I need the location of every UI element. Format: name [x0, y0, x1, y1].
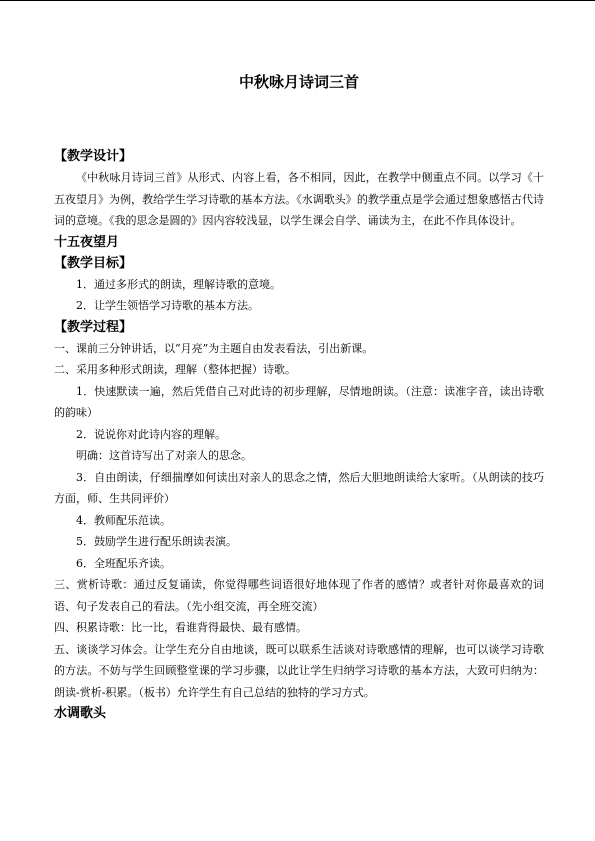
goal-item-2: 2．让学生领悟学习诗歌的基本方法。 [76, 299, 259, 312]
heading-teaching-goals: 【教学目标】 [54, 255, 133, 271]
step2-clarify: 明确：这首诗写出了对亲人的思念。 [76, 449, 252, 462]
step2-item-5: 5．鼓励学生进行配乐朗读表演。 [76, 535, 237, 548]
top-border-line [0, 0, 595, 1]
step2-item-3: 3．自由朗读，仔细揣摩如何读出对亲人的思念之情，然后大胆地朗读给大家听。（从朗读的技巧方面，师、生共同评价） [54, 470, 544, 505]
step2-item-2: 2．说说你对此诗内容的理解。 [76, 427, 226, 441]
heading-teaching-process: 【教学过程】 [54, 319, 133, 335]
process-step-5: 五、谈谈学习体会。让学生充分自由地谈，既可以联系生活谈对诗歌感情的理解，也可以谈学习诗歌的方法。不妨与学生回顾整堂课的学习步骤，以此让学生归纳学习诗歌的基本方法，大致可归纳为：朗读-赏析-积累。（板书）允许学生有自己总结的独特的学习方式。 [54, 642, 544, 699]
heading-teaching-design: 【教学设计】 [54, 149, 133, 164]
process-step-4: 四、积累诗歌：比一比，看谁背得最快、最有感情。 [54, 621, 307, 634]
page-title: 中秋咏月诗词三首 [238, 73, 359, 91]
heading-poem-shuidiao: 水调歌头 [54, 706, 107, 721]
document-body [54, 72, 544, 724]
process-step-1: 一、课前三分钟讲话，以“月亮”为主题自由发表看法，引出新课。 [54, 341, 374, 355]
heading-poem-shiwuye: 十五夜望月 [54, 234, 120, 250]
design-paragraph: 《中秋咏月诗词三首》从形式、内容上看，各不相同，因此，在教学中侧重点不同。以学习《十五夜望月》为例，教给学生学习诗歌的基本方法。《水调歌头》的教学重点是学会通过想象感悟古代诗词的意境。《我的思念是圆的》因内容较浅显，以学生课会自学、诵读为主，在此不作具体设计。 [54, 171, 544, 227]
step2-item-1: 1．快速默读一遍，然后凭借自己对此诗的初步理解，尽情地朗读。（注意：读准字音，读出诗歌的韵味） [54, 384, 544, 419]
process-step-2: 二、采用多种形式朗读，理解（整体把握）诗歌。 [54, 363, 296, 376]
goal-item-1: 1．通过多形式的朗读，理解诗歌的意境。 [76, 277, 281, 291]
step2-item-6: 6．全班配乐齐读。 [76, 556, 171, 570]
step2-item-4: 4．教师配乐范读。 [76, 513, 171, 527]
process-step-3: 三、赏析诗歌：通过反复诵读，你觉得哪些词语很好地体现了作者的感情？或者针对你最喜欢的词语、句子发表自己的看法。（先小组交流，再全班交流） [54, 578, 544, 613]
